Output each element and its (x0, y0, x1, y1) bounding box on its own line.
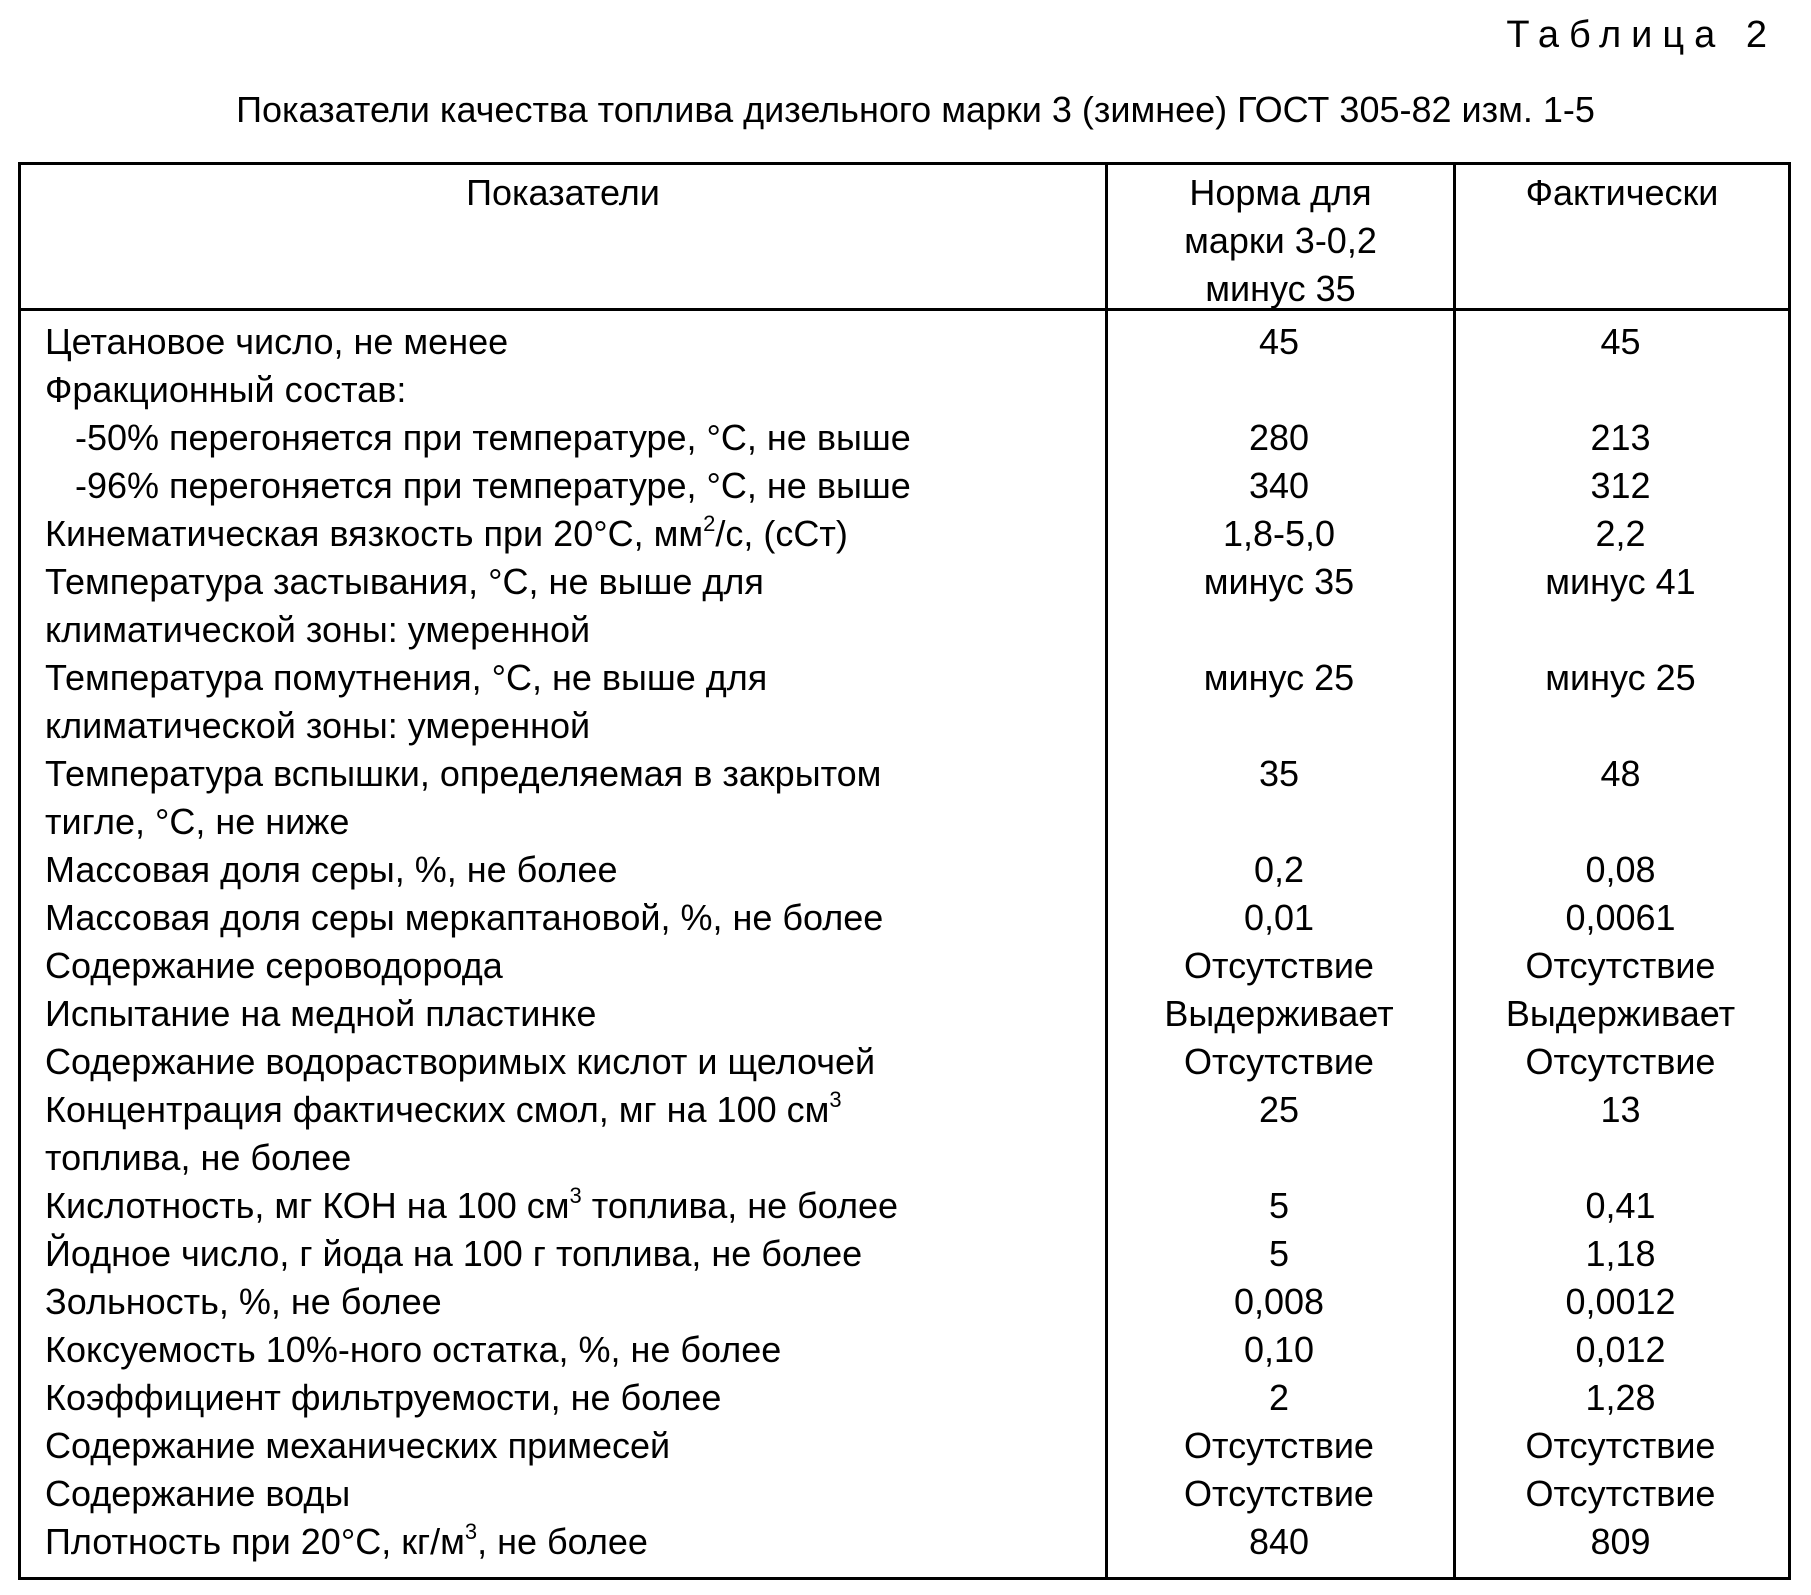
actual-value: минус 25 (1545, 657, 1696, 698)
indicator-name (21, 1470, 1105, 1518)
indicator-name (21, 1518, 1105, 1566)
quality-table (18, 162, 1791, 1580)
header-name (21, 165, 1105, 311)
indicator-name (21, 1230, 1105, 1278)
table-row (21, 1038, 1788, 1086)
table-row (21, 366, 1788, 414)
actual-value: 213 (1590, 417, 1651, 458)
indicator-name (21, 366, 1105, 414)
indicator-name (21, 1182, 1105, 1230)
header-norm-line: Норма для (1189, 172, 1372, 213)
table-row (21, 1326, 1788, 1374)
actual-value: Отсутствие (1525, 1425, 1716, 1466)
table-row (21, 510, 1788, 558)
norm-value: 45 (1258, 321, 1300, 362)
indicator-line: Концентрация фактических смол, мг на 100 $см^3$ (45, 1087, 842, 1130)
norm-value: 280 (1248, 417, 1310, 458)
actual-value: Отсутствие (1525, 1041, 1716, 1082)
indicator-line: Содержание сероводорода (45, 945, 503, 986)
actual-value: 1,28 (1585, 1377, 1656, 1418)
indicator-name (21, 1086, 1105, 1182)
indicator-name (21, 1038, 1105, 1086)
header-norm-line: минус 35 (1205, 268, 1356, 309)
actual-value: Отсутствие (1525, 945, 1716, 986)
indicator-line: Испытание на медной пластинке (45, 993, 597, 1034)
actual-value: 312 (1590, 465, 1651, 506)
table-row (21, 1182, 1788, 1230)
actual-value: 809 (1590, 1521, 1651, 1562)
indicator-name (21, 846, 1105, 894)
table-row (21, 1230, 1788, 1278)
indicator-line: Содержание водорастворимых кислот и щелочей (45, 1041, 876, 1082)
table-row (21, 1086, 1788, 1182)
indicator-line: Температура помутнения, °С, не выше для (45, 657, 768, 698)
indicator-line: -96% перегоняется при температуре, °С, не выше (75, 465, 911, 506)
actual-value: 0,41 (1585, 1185, 1656, 1226)
indicator-line: Коксуемость 10%-ного остатка, %, не более (45, 1329, 782, 1370)
actual-value: 2,2 (1595, 513, 1646, 554)
indicator-line: топлива, не более (45, 1137, 352, 1178)
norm-value: 5 (1268, 1185, 1290, 1226)
actual-value: 45 (1600, 321, 1641, 362)
indicator-line: Массовая доля серы меркаптановой, %, не более (45, 897, 884, 938)
actual-value: 0,08 (1585, 849, 1656, 890)
table-row (21, 1422, 1788, 1470)
indicator-name (21, 462, 1105, 510)
table-row (21, 1278, 1788, 1326)
indicator-line: -50% перегоняется при температуре, °С, не выше (75, 417, 911, 458)
indicator-name (21, 1278, 1105, 1326)
table-row (21, 654, 1788, 750)
table-row (21, 462, 1788, 510)
indicator-name (21, 1326, 1105, 1374)
actual-value: 0,0061 (1565, 897, 1676, 938)
actual-value: 1,18 (1585, 1233, 1656, 1274)
table-row (21, 990, 1788, 1038)
indicator-line: Температура вспышки, определяемая в закрытом (45, 753, 882, 794)
indicator-line: Содержание воды (45, 1473, 351, 1514)
table-row (21, 750, 1788, 846)
header-norm-line: марки 3-0,2 (1184, 220, 1377, 261)
table-row (21, 558, 1788, 654)
indicator-line: Коэффициент фильтруемости, не более (45, 1377, 722, 1418)
norm-value: минус 25 (1203, 657, 1355, 698)
norm-value: 840 (1248, 1521, 1310, 1562)
table-row (21, 1374, 1788, 1422)
indicator-line: климатической зоны: умеренной (45, 609, 591, 650)
norm-value: 340 (1248, 465, 1310, 506)
norm-value: Отсутствие (1184, 1041, 1374, 1082)
indicator-line: Кинематическая вязкость при 20°С, $мм^2/с$, (сСт) (45, 511, 848, 554)
norm-value: минус 35 (1203, 561, 1355, 602)
indicator-name (21, 750, 1105, 846)
indicator-line: тигле, °С, не ниже (45, 801, 350, 842)
indicator-line: климатической зоны: умеренной (45, 705, 591, 746)
table-row (21, 942, 1788, 990)
indicator-name (21, 510, 1105, 558)
header-fact (1456, 165, 1788, 311)
norm-value: 2 (1268, 1377, 1290, 1418)
table-number: Таблица 2 (1506, 14, 1777, 56)
actual-value: Выдерживает (1505, 993, 1736, 1034)
actual-value (1453, 366, 1788, 414)
norm-value: Отсутствие (1184, 945, 1374, 986)
table-row (21, 894, 1788, 942)
actual-value: 0,012 (1575, 1329, 1666, 1370)
indicator-name (21, 1422, 1105, 1470)
indicator-name (21, 654, 1105, 750)
norm-value: 5 (1268, 1233, 1290, 1274)
indicator-line: Плотность при 20°С, $кг/м^3$, не более (45, 1519, 648, 1562)
norm-value: 0,10 (1243, 1329, 1315, 1370)
norm-value: 0,01 (1243, 897, 1315, 938)
actual-value: 0,0012 (1565, 1281, 1676, 1322)
indicator-line: Цетановое число, не менее (45, 321, 509, 362)
norm-value: 25 (1258, 1089, 1300, 1130)
indicator-line: Содержание механических примесей (45, 1425, 671, 1466)
header-norm (1108, 165, 1453, 311)
indicator-name (21, 1374, 1105, 1422)
norm-value: Отсутствие (1184, 1425, 1374, 1466)
table-row (21, 1470, 1788, 1518)
norm-value: 35 (1258, 753, 1300, 794)
table-row (21, 1518, 1788, 1566)
norm-value: Выдерживает (1164, 993, 1394, 1034)
table-row (21, 318, 1788, 366)
indicator-name (21, 318, 1105, 366)
indicator-name (21, 894, 1105, 942)
indicator-name (21, 414, 1105, 462)
table-body (21, 314, 1788, 1566)
actual-value: 48 (1600, 753, 1641, 794)
indicator-line: Фракционный состав: (45, 369, 407, 410)
indicator-name (21, 990, 1105, 1038)
indicator-line: Йодное число, г йода на 100 г топлива, не более (45, 1233, 863, 1274)
indicator-name (21, 558, 1105, 654)
indicator-name (21, 942, 1105, 990)
indicator-line: Температура застывания, °С, не выше для (45, 561, 764, 602)
table-title: Показатели качества топлива дизельного марки 3 (зимнее) ГОСТ 305-82 изм. 1-5 (236, 89, 1595, 130)
norm-value: 0,2 (1253, 849, 1305, 890)
indicator-line: Зольность, %, не более (45, 1281, 442, 1322)
norm-value: Отсутствие (1184, 1473, 1374, 1514)
table-row (21, 846, 1788, 894)
norm-value (1105, 366, 1453, 414)
indicator-line: Массовая доля серы, %, не более (45, 849, 618, 890)
table-row (21, 414, 1788, 462)
norm-value: 0,008 (1233, 1281, 1325, 1322)
header-name-text: Показатели (466, 172, 660, 213)
actual-value: 13 (1600, 1089, 1641, 1130)
norm-value: 1,8-5,0 (1222, 513, 1336, 554)
indicator-line: Кислотность, мг КОН на 100 $см^3$ топлива, не более (45, 1183, 899, 1226)
actual-value: минус 41 (1545, 561, 1696, 602)
actual-value: Отсутствие (1525, 1473, 1716, 1514)
header-fact-text: Фактически (1525, 172, 1719, 213)
